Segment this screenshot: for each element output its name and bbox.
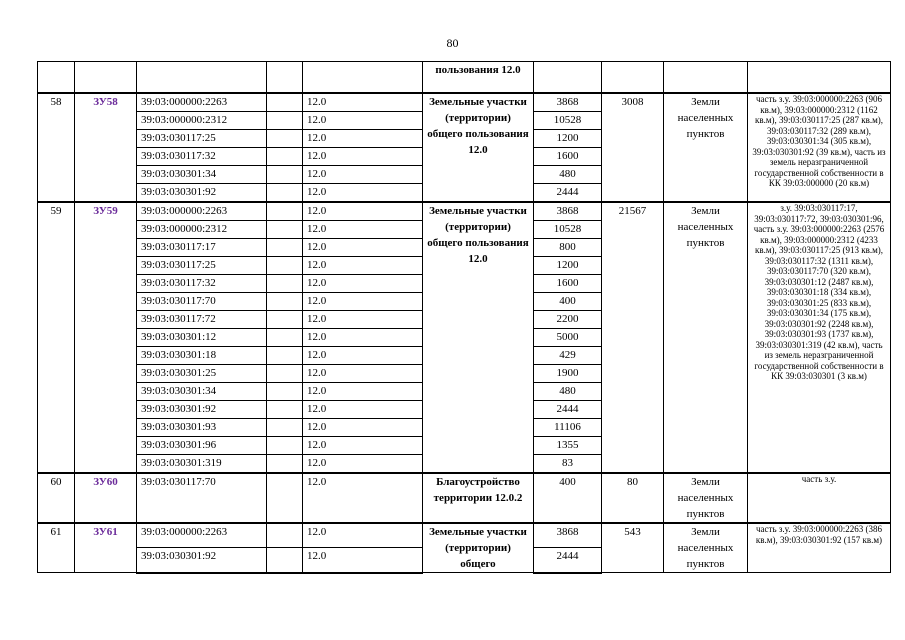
cadastral-number-cell: 39:03:030301:34 [137, 383, 267, 401]
total-area-cell: 21567 [602, 202, 664, 473]
area-cell: 10528 [534, 221, 602, 239]
cadastral-number-cell: 39:03:030117:25 [137, 130, 267, 148]
land-category-cell: Земли населенных пунктов [664, 473, 748, 523]
use-code-cell: 12.0 [303, 130, 423, 148]
use-code-cell: 12.0 [303, 347, 423, 365]
note-cell: часть з.у. 39:03:000000:2263 (906 кв.м), 39:03:000000:2312 (1162 кв.м), 39:03:030117:25 (287 кв.м), 39:03:030117:32 (289 кв.м), 39:03:030301:34 (305 кв.м), 39:03:030301:92 (39 кв.м), часть из земель неразграниченной государственной собственности в КК 39:03:000000 (20 кв.м) [748, 93, 891, 202]
cadastral-number-cell: 39:03:000000:2263 [137, 202, 267, 221]
use-code-cell: 12.0 [303, 473, 423, 523]
cell-blank [267, 329, 303, 347]
cadastral-number-cell: 39:03:000000:2312 [137, 112, 267, 130]
area-cell: 1600 [534, 148, 602, 166]
use-code-cell: 12.0 [303, 329, 423, 347]
cell-blank [267, 548, 303, 573]
cadastral-number-cell: 39:03:030301:34 [137, 166, 267, 184]
cell-blank [267, 112, 303, 130]
area-cell: 10528 [534, 112, 602, 130]
cell-blank [38, 62, 75, 94]
area-cell: 2444 [534, 401, 602, 419]
row-number-cell: 60 [38, 473, 75, 523]
use-code-cell: 12.0 [303, 455, 423, 474]
use-type-cell: Земельные участки (территории) общего пользования 12.0 [423, 202, 534, 473]
cell-blank [267, 311, 303, 329]
cadastral-number-cell: 39:03:030301:92 [137, 184, 267, 203]
use-code-cell: 12.0 [303, 548, 423, 573]
use-code-cell: 12.0 [303, 257, 423, 275]
area-cell: 400 [534, 293, 602, 311]
cadastral-number-cell: 39:03:030301:96 [137, 437, 267, 455]
cadastral-number-cell: 39:03:000000:2263 [137, 523, 267, 548]
plot-code-cell: ЗУ59 [75, 202, 137, 473]
cell-blank [267, 383, 303, 401]
cell-blank [748, 62, 891, 94]
note-cell: з.у. 39:03:030117:17, 39:03:030117:72, 39:03:030301:96, часть з.у. 39:03:000000:2263 (2576 кв.м), 39:03:000000:2312 (4233 кв.м), 39:03:030117:25 (913 кв.м), 39:03:030117:32 (1311 кв.м), 39:03:030117:70 (320 кв.м), 39:03:030301:12 (2487 кв.м), 39:03:030301:18 (334 кв.м), 39:03:030301:25 (833 кв.м), 39:03:030301:34 (175 кв.м), 39:03:030301:92 (2248 кв.м), 39:03:030301:93 (1737 кв.м), 39:03:030301:319 (42 кв.м), часть из земель неразграниченной государственной собственности в КК 39:03:030301 (3 кв.м) [748, 202, 891, 473]
cadastral-number-cell: 39:03:030301:25 [137, 365, 267, 383]
cadastral-number-cell: 39:03:030301:12 [137, 329, 267, 347]
plot-code-cell: ЗУ58 [75, 93, 137, 202]
cell-blank [267, 473, 303, 523]
use-code-cell: 12.0 [303, 523, 423, 548]
cadastral-number-cell: 39:03:030301:92 [137, 401, 267, 419]
table-row [38, 473, 891, 523]
cell-blank [267, 347, 303, 365]
area-cell: 3868 [534, 523, 602, 548]
use-type-cell: Благоустройство территории 12.0.2 [423, 473, 534, 523]
page-number: 80 [446, 36, 459, 50]
area-cell: 429 [534, 347, 602, 365]
cell-blank [303, 62, 423, 94]
use-code-cell: 12.0 [303, 383, 423, 401]
use-code-cell: 12.0 [303, 437, 423, 455]
cadastral-number-cell: 39:03:000000:2263 [137, 93, 267, 112]
land-category-cell: Земли населенных пунктов [664, 523, 748, 573]
area-cell: 83 [534, 455, 602, 474]
use-code-cell: 12.0 [303, 166, 423, 184]
cell-blank [267, 93, 303, 112]
area-cell: 480 [534, 166, 602, 184]
land-category-cell: Земли населенных пунктов [664, 202, 748, 473]
use-type-cell: Земельные участки (территории) общего [423, 523, 534, 573]
cell-blank [267, 62, 303, 94]
use-code-cell: 12.0 [303, 184, 423, 203]
area-cell: 480 [534, 383, 602, 401]
cell-blank [602, 62, 664, 94]
use-type-cell: пользования 12.0 [423, 62, 534, 94]
area-cell: 800 [534, 239, 602, 257]
cell-blank [267, 184, 303, 203]
area-cell: 3868 [534, 93, 602, 112]
note-cell: часть з.у. 39:03:000000:2263 (386 кв.м), 39:03:030301:92 (157 кв.м) [748, 523, 891, 573]
cadastral-number-cell: 39:03:030117:17 [137, 239, 267, 257]
total-area-cell: 543 [602, 523, 664, 573]
cell-blank [75, 62, 137, 94]
note-cell: часть з.у. [748, 473, 891, 523]
area-cell: 1200 [534, 130, 602, 148]
area-cell: 11106 [534, 419, 602, 437]
cell-blank [267, 166, 303, 184]
continuation-row [38, 62, 891, 94]
cadastral-number-cell: 39:03:000000:2312 [137, 221, 267, 239]
cell-blank [137, 62, 267, 94]
cell-blank [267, 130, 303, 148]
area-cell: 1355 [534, 437, 602, 455]
row-number-cell: 59 [38, 202, 75, 473]
use-code-cell: 12.0 [303, 365, 423, 383]
cadastral-number-cell: 39:03:030117:25 [137, 257, 267, 275]
use-type-cell: Земельные участки (территории) общего пользования 12.0 [423, 93, 534, 202]
cadastral-number-cell: 39:03:030117:70 [137, 473, 267, 523]
use-code-cell: 12.0 [303, 148, 423, 166]
cell-blank [664, 62, 748, 94]
cadastral-number-cell: 39:03:030117:72 [137, 311, 267, 329]
cadastral-number-cell: 39:03:030117:32 [137, 148, 267, 166]
total-area-cell: 3008 [602, 93, 664, 202]
row-number-cell: 61 [38, 523, 75, 573]
use-code-cell: 12.0 [303, 93, 423, 112]
use-code-cell: 12.0 [303, 202, 423, 221]
cell-blank [267, 293, 303, 311]
cell-blank [267, 523, 303, 548]
cadastral-number-cell: 39:03:030301:18 [137, 347, 267, 365]
cell-blank [267, 275, 303, 293]
cell-blank [267, 221, 303, 239]
area-cell: 3868 [534, 202, 602, 221]
use-code-cell: 12.0 [303, 221, 423, 239]
area-cell: 1200 [534, 257, 602, 275]
use-code-cell: 12.0 [303, 275, 423, 293]
land-category-cell: Земли населенных пунктов [664, 93, 748, 202]
area-cell: 400 [534, 473, 602, 523]
area-cell: 5000 [534, 329, 602, 347]
row-number-cell: 58 [38, 93, 75, 202]
table-row [38, 93, 891, 112]
cell-blank [267, 437, 303, 455]
cadastral-number-cell: 39:03:030301:93 [137, 419, 267, 437]
area-cell: 2200 [534, 311, 602, 329]
cadastral-number-cell: 39:03:030117:70 [137, 293, 267, 311]
area-cell: 1600 [534, 275, 602, 293]
use-code-cell: 12.0 [303, 419, 423, 437]
area-cell: 1900 [534, 365, 602, 383]
table-row [38, 202, 891, 221]
use-code-cell: 12.0 [303, 239, 423, 257]
cell-blank [534, 62, 602, 94]
land-plots-table [37, 61, 891, 574]
cell-blank [267, 202, 303, 221]
area-cell: 2444 [534, 184, 602, 203]
table-row [38, 523, 891, 548]
use-code-cell: 12.0 [303, 401, 423, 419]
cell-blank [267, 455, 303, 474]
use-code-cell: 12.0 [303, 112, 423, 130]
cell-blank [267, 148, 303, 166]
cell-blank [267, 239, 303, 257]
cell-blank [267, 401, 303, 419]
cell-blank [267, 257, 303, 275]
cadastral-number-cell: 39:03:030301:92 [137, 548, 267, 573]
cadastral-number-cell: 39:03:030301:319 [137, 455, 267, 474]
plot-code-cell: ЗУ60 [75, 473, 137, 523]
use-code-cell: 12.0 [303, 293, 423, 311]
use-code-cell: 12.0 [303, 311, 423, 329]
cell-blank [267, 419, 303, 437]
cadastral-number-cell: 39:03:030117:32 [137, 275, 267, 293]
total-area-cell: 80 [602, 473, 664, 523]
area-cell: 2444 [534, 548, 602, 573]
plot-code-cell: ЗУ61 [75, 523, 137, 573]
cell-blank [267, 365, 303, 383]
